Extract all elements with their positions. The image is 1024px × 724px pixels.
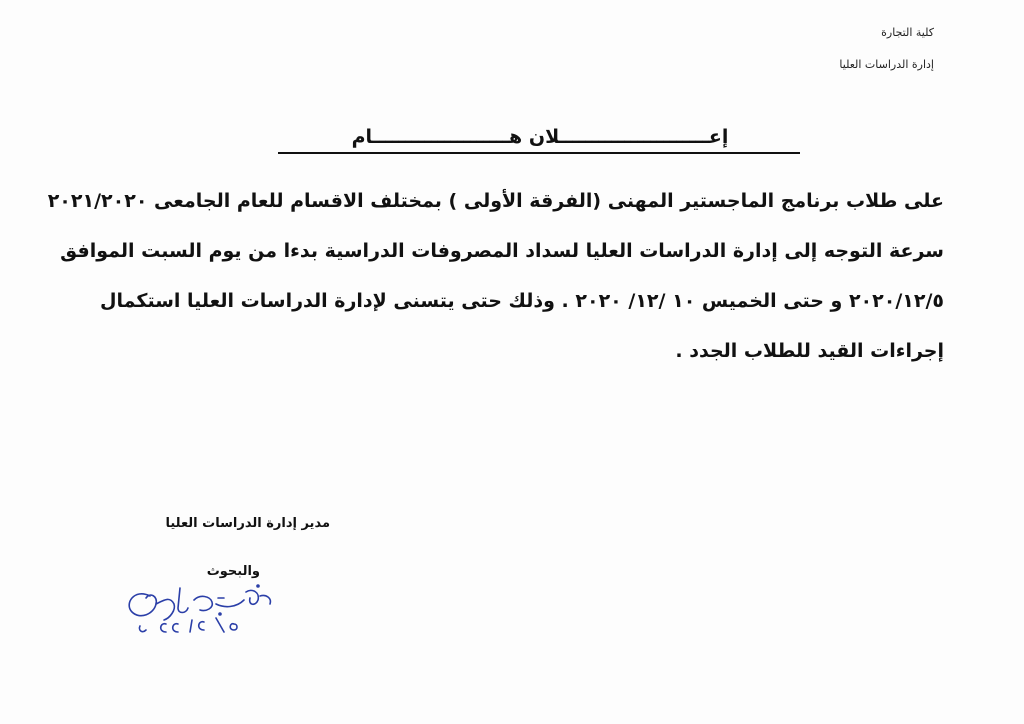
signatory-title: مدير إدارة الدراسات العليا bbox=[165, 516, 330, 531]
title-underline bbox=[278, 152, 800, 154]
body-line: ٢٠٢٠/١٢/٥ و حتى الخميس ١٠ /١٢/ ٢٠٢٠ . وذلك حتى يتسنى لإدارة الدراسات العليا استكمال bbox=[100, 290, 944, 312]
signatory-title-continued: والبحوث bbox=[206, 564, 260, 579]
handwritten-signature bbox=[120, 574, 290, 644]
faculty-name: كلية التجارة bbox=[881, 26, 934, 39]
body-line: على طلاب برنامج الماجستير المهنى (الفرقة الأولى ) بمختلف الاقسام للعام الجامعى ٢٠٢١/٢٠٢٠ bbox=[47, 190, 944, 212]
body-line: إجراءات القيد للطلاب الجدد . bbox=[675, 340, 944, 362]
announcement-title: إعـــــــــــــــــــــــلان هـــــــــــــــــــــام bbox=[351, 126, 729, 148]
department-name: إدارة الدراسات العليا bbox=[839, 58, 934, 71]
announcement-body bbox=[47, 176, 944, 376]
body-line: سرعة التوجه إلى إدارة الدراسات العليا لسداد المصروفات الدراسية بدءا من يوم السبت الموافق bbox=[60, 240, 944, 262]
